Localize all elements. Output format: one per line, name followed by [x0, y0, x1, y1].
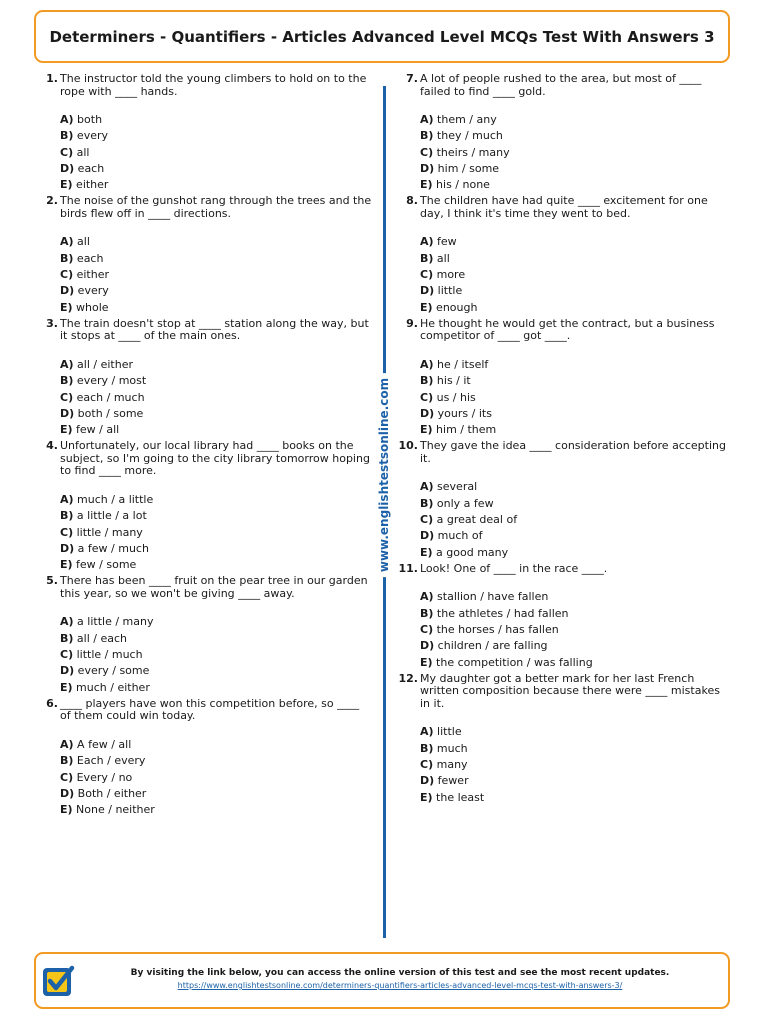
- answer-option: [420, 496, 732, 512]
- option-text: all: [436, 251, 450, 265]
- answer-option: [60, 267, 372, 283]
- answer-option: [420, 512, 732, 528]
- option-letter: A): [60, 737, 74, 751]
- question-text: My daughter got a better mark for her last French written composition because there were ____ mistakes in it.: [420, 671, 720, 710]
- option-letter: B): [60, 129, 74, 143]
- option-text: a few / much: [77, 541, 149, 555]
- answer-option: [60, 145, 372, 161]
- answer-option: [420, 406, 732, 422]
- answer-option: [60, 357, 372, 373]
- question-text: A lot of people rushed to the area, but most of ____ failed to find ____ gold.: [420, 72, 702, 98]
- option-text: every / some: [77, 664, 150, 678]
- option-letter: E): [60, 300, 73, 314]
- answer-option: [60, 541, 372, 557]
- option-text: much of: [437, 529, 483, 543]
- question-item: [36, 195, 372, 315]
- question-item: [36, 440, 372, 573]
- answer-option: [60, 128, 372, 144]
- answer-option: [420, 589, 732, 605]
- option-text: little / much: [76, 648, 143, 662]
- option-letter: B): [60, 509, 74, 523]
- option-text: few / some: [76, 558, 137, 572]
- question-item: [396, 318, 732, 438]
- option-letter: E): [420, 300, 433, 314]
- question-number: 5.: [46, 574, 58, 588]
- option-text: whole: [76, 300, 109, 314]
- option-text: little: [437, 284, 463, 298]
- answer-option: [60, 802, 372, 818]
- option-letter: B): [420, 496, 434, 510]
- answer-options: [60, 357, 372, 438]
- question-text: They gave the idea ____ consideration before accepting it.: [420, 439, 726, 465]
- answer-option: [60, 508, 372, 524]
- option-letter: D): [60, 161, 75, 175]
- answer-option: [420, 422, 732, 438]
- answer-option: [420, 283, 732, 299]
- questions-column-left: [36, 73, 372, 818]
- question-item: [396, 73, 732, 193]
- option-text: enough: [436, 300, 478, 314]
- option-letter: C): [420, 513, 434, 527]
- option-text: A few / all: [77, 737, 132, 751]
- option-text: only a few: [436, 496, 494, 510]
- option-text: they / much: [436, 129, 503, 143]
- question-number: 4.: [46, 439, 58, 453]
- option-text: him / some: [437, 161, 500, 175]
- option-letter: E): [60, 680, 73, 694]
- answer-option: [420, 128, 732, 144]
- option-letter: C): [420, 145, 434, 159]
- question-text: The train doesn't stop at ____ station along the way, but it stops at ____ of the main ones.: [60, 316, 369, 343]
- question-item: [36, 318, 372, 438]
- option-letter: D): [420, 529, 435, 543]
- answer-option: [420, 545, 732, 561]
- option-text: either: [76, 178, 109, 192]
- option-letter: B): [420, 741, 434, 755]
- question-item: [396, 440, 732, 560]
- question-number: 6.: [46, 696, 58, 710]
- option-text: few: [437, 235, 457, 249]
- option-text: each: [76, 251, 104, 265]
- option-letter: C): [420, 390, 434, 404]
- option-text: stallion / have fallen: [437, 590, 549, 604]
- answer-option: [420, 267, 732, 283]
- option-letter: A): [420, 113, 434, 126]
- answer-option: [60, 737, 372, 753]
- answer-option: [420, 357, 732, 373]
- option-letter: E): [60, 558, 73, 572]
- answer-option: [60, 373, 372, 389]
- question-text: The children have had quite ____ excitement for one day, I think it's time they went to bed.: [420, 194, 708, 220]
- answer-options: [60, 492, 372, 573]
- question-text: ____ players have won this competition before, so ____ of them could win today.: [60, 696, 360, 723]
- question-text: Look! One of ____ in the race ____.: [420, 561, 608, 575]
- option-letter: D): [60, 406, 75, 420]
- option-letter: C): [60, 525, 74, 539]
- option-text: yours / its: [437, 406, 492, 420]
- option-letter: B): [420, 606, 434, 620]
- answer-options: [60, 112, 372, 193]
- answer-option: [420, 638, 732, 654]
- title-box: [34, 10, 730, 63]
- question-item: [396, 195, 732, 315]
- option-text: the least: [436, 790, 485, 804]
- question-item: [396, 673, 732, 806]
- answer-option: [420, 773, 732, 789]
- option-letter: E): [420, 790, 433, 804]
- option-text: children / are falling: [437, 639, 548, 653]
- option-text: a little / many: [77, 615, 154, 629]
- option-text: him / them: [436, 423, 497, 437]
- option-letter: A): [60, 113, 74, 126]
- option-text: Both / either: [77, 786, 147, 800]
- option-letter: B): [60, 754, 74, 768]
- option-text: a great deal of: [436, 513, 518, 527]
- answer-option: [420, 757, 732, 773]
- answer-options: [60, 234, 372, 315]
- answer-options: [60, 737, 372, 818]
- answer-options: [420, 589, 732, 670]
- answer-option: [420, 390, 732, 406]
- option-text: he / itself: [437, 357, 489, 371]
- option-letter: A): [420, 357, 434, 371]
- option-text: None / neither: [76, 803, 155, 817]
- answer-option: [60, 422, 372, 438]
- answer-option: [420, 528, 732, 544]
- option-text: little: [437, 725, 462, 739]
- question-text: The noise of the gunshot rang through the trees and the birds flew off in ____ directions.: [60, 194, 372, 220]
- answer-option: [60, 390, 372, 406]
- answer-option: [60, 680, 372, 696]
- answer-option: [60, 492, 372, 508]
- answer-option: [60, 177, 372, 193]
- question-number: 11.: [398, 561, 418, 575]
- answer-option: [420, 724, 732, 740]
- option-text: much / either: [76, 680, 150, 694]
- answer-options: [420, 234, 732, 315]
- option-letter: D): [420, 406, 435, 420]
- answer-options: [60, 614, 372, 695]
- answer-option: [420, 622, 732, 638]
- checkbox-check-icon: [41, 964, 75, 998]
- answer-option: [420, 741, 732, 757]
- option-letter: E): [420, 655, 433, 669]
- option-letter: A): [420, 235, 434, 249]
- option-text: every: [76, 129, 108, 143]
- option-letter: B): [420, 374, 434, 388]
- question-number: 1.: [46, 72, 58, 85]
- option-letter: A): [420, 480, 434, 494]
- option-letter: B): [60, 251, 74, 265]
- answer-option: [60, 663, 372, 679]
- option-letter: B): [60, 374, 74, 388]
- option-letter: D): [60, 284, 75, 298]
- answer-option: [420, 145, 732, 161]
- option-letter: D): [420, 774, 435, 788]
- option-text: Each / every: [76, 754, 146, 768]
- option-text: a good many: [436, 545, 509, 559]
- option-letter: B): [420, 129, 434, 143]
- question-number: 7.: [406, 72, 418, 85]
- answer-option: [420, 373, 732, 389]
- option-text: much: [436, 741, 468, 755]
- option-letter: C): [420, 623, 434, 637]
- answer-option: [60, 557, 372, 573]
- option-text: few / all: [76, 423, 120, 437]
- answer-option: [60, 161, 372, 177]
- option-text: several: [437, 480, 478, 494]
- option-letter: D): [420, 639, 435, 653]
- option-letter: C): [420, 268, 434, 282]
- option-letter: E): [420, 545, 433, 559]
- answer-option: [60, 300, 372, 316]
- option-letter: A): [60, 235, 74, 249]
- question-number: 9.: [406, 316, 418, 330]
- question-number: 3.: [46, 316, 58, 330]
- option-letter: D): [60, 664, 75, 678]
- answer-option: [60, 406, 372, 422]
- question-item: [36, 575, 372, 695]
- option-text: fewer: [437, 774, 469, 788]
- answer-option: [60, 631, 372, 647]
- answer-option: [420, 790, 732, 806]
- option-letter: C): [60, 268, 74, 282]
- watermark-url: www.englishtestsonline.com: [377, 373, 391, 577]
- option-text: his / it: [436, 374, 471, 388]
- footer-text: By visiting the link below, you can access the online version of this test and see the most recent updates.: [130, 968, 670, 978]
- option-text: theirs / many: [436, 145, 510, 159]
- footer-box: [34, 952, 730, 1009]
- option-text: his / none: [436, 178, 490, 192]
- option-text: much / a little: [77, 492, 154, 506]
- option-text: each / much: [76, 390, 145, 404]
- option-letter: E): [60, 178, 73, 192]
- option-text: every / most: [76, 374, 147, 388]
- option-text: all: [77, 235, 90, 249]
- option-text: both: [77, 113, 103, 126]
- answer-option: [60, 112, 372, 128]
- answer-option: [60, 614, 372, 630]
- question-item: [36, 73, 372, 193]
- option-text: the competition / was falling: [436, 655, 593, 669]
- option-letter: D): [60, 541, 75, 555]
- question-number: 8.: [406, 194, 418, 208]
- option-letter: C): [60, 145, 74, 159]
- answer-option: [60, 234, 372, 250]
- answer-option: [60, 647, 372, 663]
- option-text: little / many: [76, 525, 143, 539]
- answer-option: [420, 300, 732, 316]
- question-text: Unfortunately, our local library had ____ books on the subject, so I'm going to the city library tomorrow hoping to find ____ more.: [60, 439, 370, 478]
- question-number: 10.: [398, 439, 418, 453]
- answer-option: [420, 606, 732, 622]
- option-text: every: [77, 284, 109, 298]
- answer-option: [60, 283, 372, 299]
- question-text: He thought he would get the contract, but a business competitor of ____ got ____.: [420, 316, 715, 343]
- answer-option: [60, 251, 372, 267]
- question-number: 12.: [398, 671, 418, 685]
- question-item: [396, 563, 732, 671]
- answer-option: [420, 479, 732, 495]
- answer-option: [60, 770, 372, 786]
- answer-options: [420, 112, 732, 193]
- option-letter: A): [420, 725, 434, 739]
- answer-option: [60, 525, 372, 541]
- option-text: the horses / has fallen: [436, 623, 559, 637]
- option-text: either: [76, 268, 110, 282]
- answer-option: [420, 177, 732, 193]
- option-text: all / each: [76, 631, 128, 645]
- option-text: a little / a lot: [76, 509, 147, 523]
- option-letter: E): [420, 423, 433, 437]
- option-text: all: [76, 145, 90, 159]
- answer-options: [420, 479, 732, 560]
- option-letter: D): [420, 284, 435, 298]
- option-letter: A): [60, 357, 74, 371]
- option-letter: D): [420, 161, 435, 175]
- option-letter: B): [60, 631, 74, 645]
- question-text: The instructor told the young climbers to hold on to the rope with ____ hands.: [60, 72, 367, 98]
- answer-option: [420, 161, 732, 177]
- answer-option: [420, 112, 732, 128]
- option-text: all / either: [77, 357, 133, 371]
- answer-option: [420, 655, 732, 671]
- option-letter: C): [420, 758, 434, 772]
- option-letter: E): [60, 423, 73, 437]
- answer-option: [60, 753, 372, 769]
- option-text: both / some: [77, 406, 144, 420]
- option-text: the athletes / had fallen: [436, 606, 569, 620]
- option-letter: A): [60, 615, 74, 629]
- option-letter: C): [60, 648, 74, 662]
- option-text: each: [77, 161, 105, 175]
- option-text: them / any: [437, 113, 497, 126]
- option-letter: E): [60, 803, 73, 817]
- answer-option: [420, 251, 732, 267]
- option-letter: A): [420, 590, 434, 604]
- option-letter: A): [60, 492, 74, 506]
- footer-link[interactable]: https://www.englishtestsonline.com/determiners-quantifiers-articles-advanced-level-mcqs-test-with-answers-3/: [177, 981, 623, 990]
- option-letter: C): [60, 390, 74, 404]
- option-text: Every / no: [76, 770, 133, 784]
- answer-option: [60, 786, 372, 802]
- option-text: more: [436, 268, 466, 282]
- option-letter: D): [60, 786, 75, 800]
- option-letter: C): [60, 770, 74, 784]
- page-title: Determiners - Quantifiers - Articles Advanced Level MCQs Test With Answers 3: [49, 27, 715, 46]
- option-letter: E): [420, 178, 433, 192]
- option-text: us / his: [436, 390, 476, 404]
- answer-option: [420, 234, 732, 250]
- question-text: There has been ____ fruit on the pear tree in our garden this year, so we won't be giving ____ away.: [60, 574, 368, 600]
- answer-options: [420, 724, 732, 805]
- option-text: many: [436, 758, 468, 772]
- questions-column-right: [396, 73, 732, 806]
- question-number: 2.: [46, 194, 58, 208]
- answer-options: [420, 357, 732, 438]
- question-item: [36, 698, 372, 818]
- option-letter: B): [420, 251, 434, 265]
